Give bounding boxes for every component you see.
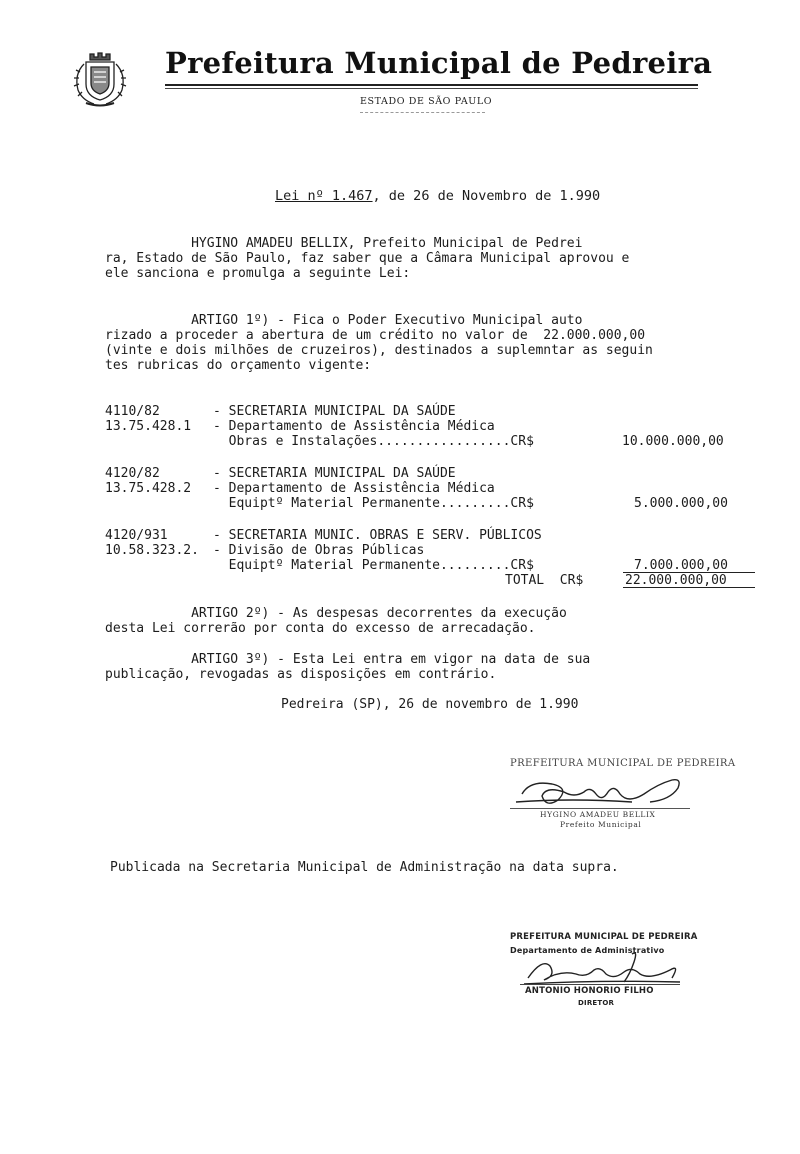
director-role: DIRETOR — [578, 999, 615, 1007]
budget-item-2-code2: 13.75.428.2 — [105, 481, 192, 496]
mayor-name: HYGINO AMADEU BELLIX — [540, 810, 656, 819]
director-signature-line — [520, 984, 680, 985]
article2-line-1: ARTIGO 2º) - As despesas decorrentes da execução — [105, 606, 567, 621]
budget-item-3-code2: 10.58.323.2. — [105, 543, 199, 558]
budget-item-3-line-2: - Divisão de Obras Públicas — [213, 543, 425, 558]
director-stamp-line-2: Departamento de Administrativo — [510, 946, 665, 955]
mayor-role: Prefeito Municipal — [560, 820, 642, 829]
budget-item-3-line-3: Equiptº Material Permanente.........CR$ — [213, 558, 534, 573]
director-name: ANTONIO HONORIO FILHO — [525, 986, 654, 996]
budget-item-1-code2: 13.75.428.1 — [105, 419, 192, 434]
budget-item-3-value: 7.000.000,00 — [634, 558, 728, 573]
place-date: Pedreira (SP), 26 de novembro de 1.990 — [281, 697, 579, 712]
article1-line-1: ARTIGO 1º) - Fica o Poder Executivo Municipal auto — [105, 313, 583, 328]
budget-item-1-line-2: - Departamento de Assistência Médica — [213, 419, 495, 434]
budget-item-1-code: 4110/82 — [105, 404, 160, 419]
header-rule — [165, 84, 698, 86]
article1-line-2: rizado a proceder a abertura de um crédito no valor de 22.000.000,00 — [105, 328, 646, 343]
preamble-line-3: ele sanciona e promulga a seguinte Lei: — [105, 266, 411, 281]
article3-line-1: ARTIGO 3º) - Esta Lei entra em vigor na data de sua — [105, 652, 591, 667]
total-value: 22.000.000,00 — [625, 573, 727, 588]
mayor-stamp: PREFEITURA MUNICIPAL DE PEDREIRA — [510, 758, 736, 769]
header-rule-thin — [165, 88, 698, 89]
budget-item-3-code: 4120/931 — [105, 528, 168, 543]
law-number: Lei nº 1.467 — [275, 188, 373, 204]
preamble-line-1: HYGINO AMADEU BELLIX, Prefeito Municipal de Pedrei — [105, 236, 583, 251]
article3-line-2: publicação, revogadas as disposições em contrário. — [105, 667, 497, 682]
law-date: , de 26 de Novembro de 1.990 — [372, 188, 601, 204]
publication-note: Publicada na Secretaria Municipal de Administração na data supra. — [110, 860, 619, 875]
budget-item-2-line-3: Equiptº Material Permanente.........CR$ — [213, 496, 534, 511]
budget-item-2-line-2: - Departamento de Assistência Médica — [213, 481, 495, 496]
budget-item-1-line-1: - SECRETARIA MUNICIPAL DA SAÚDE — [213, 404, 456, 419]
article2-line-2: desta Lei correrão por conta do excesso de arrecadação. — [105, 621, 536, 636]
budget-item-1-value: 10.000.000,00 — [622, 434, 724, 449]
municipal-coat-of-arms-icon — [72, 50, 128, 108]
budget-item-2-code: 4120/82 — [105, 466, 160, 481]
budget-item-2-line-1: - SECRETARIA MUNICIPAL DA SAÚDE — [213, 466, 456, 481]
page-title: Prefeitura Municipal de Pedreira — [165, 46, 713, 80]
law-heading — [275, 189, 600, 204]
total-label: TOTAL CR$ — [505, 573, 584, 588]
budget-item-2-value: 5.000.000,00 — [634, 496, 728, 511]
article1-line-3: (vinte e dois milhões de cruzeiros), destinados a suplemntar as seguin — [105, 343, 653, 358]
budget-item-3-line-1: - SECRETARIA MUNIC. OBRAS E SERV. PÚBLICOS — [213, 528, 542, 543]
total-underline — [623, 587, 755, 588]
mayor-signature-scrawl — [512, 772, 692, 812]
article1-line-4: tes rubricas do orçamento vigente: — [105, 358, 372, 373]
budget-item-1-line-3: Obras e Instalações.................CR$ — [213, 434, 534, 449]
mayor-signature-line — [510, 808, 690, 809]
preamble-line-2: ra, Estado de São Paulo, faz saber que a Câmara Municipal aprovou e — [105, 251, 630, 266]
state-underline — [360, 112, 485, 113]
state-subtitle: ESTADO DE SÃO PAULO — [360, 96, 493, 107]
director-stamp-line-1: PREFEITURA MUNICIPAL DE PEDREIRA — [510, 932, 698, 942]
